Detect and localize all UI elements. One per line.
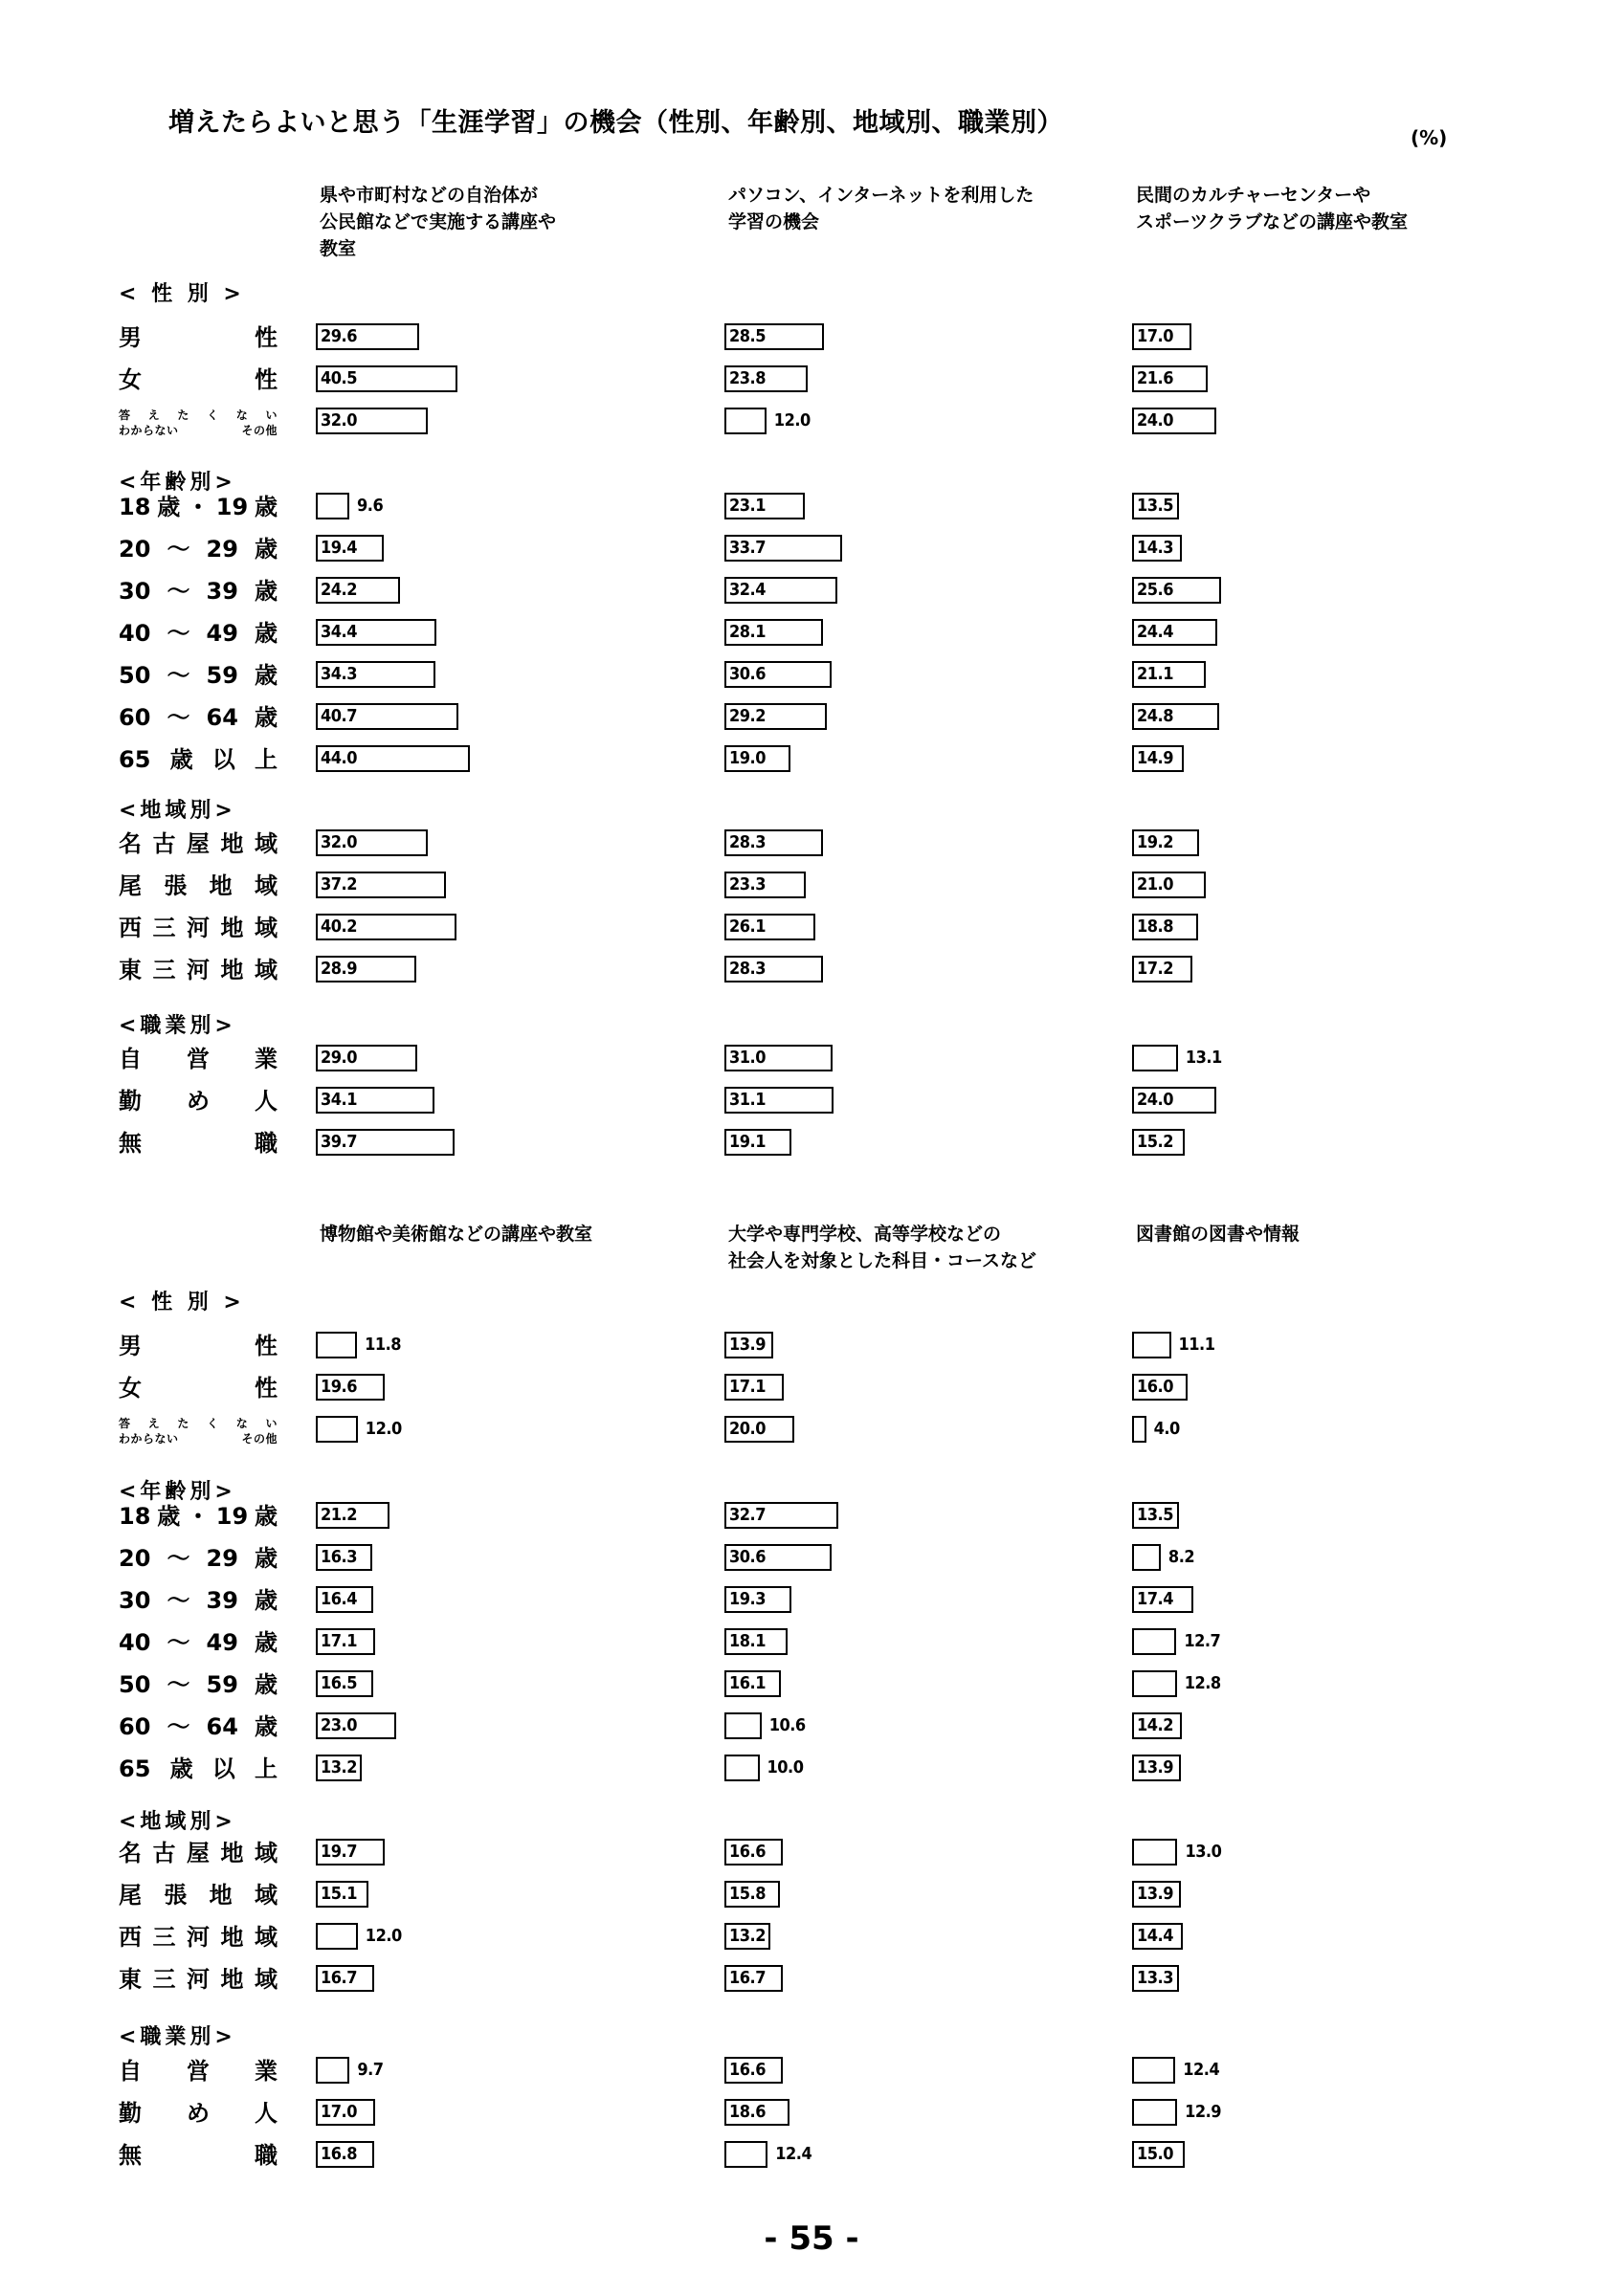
row-label: 20 ～ 29 歳: [119, 536, 278, 563]
row-label: [119, 408, 278, 438]
row-label: 20 ～ 29 歳: [119, 1545, 278, 1572]
bar-value: 19.0: [729, 748, 766, 768]
bar-value: 23.0: [321, 1715, 357, 1735]
bar-value: 21.0: [1137, 874, 1173, 894]
bar-value: 11.8: [365, 1335, 402, 1355]
bar-value: 37.2: [321, 874, 357, 894]
bar-value: 17.0: [1137, 326, 1173, 346]
bar: [316, 1332, 357, 1358]
bar-value: 15.8: [729, 1884, 766, 1904]
group-label: <地域別>: [119, 799, 236, 823]
bar-value: 24.0: [1137, 410, 1173, 430]
row-label: 65 歳 以 上: [119, 746, 278, 773]
page-number: - 55 -: [764, 2219, 859, 2258]
bar-value: 18.1: [729, 1631, 766, 1651]
bar-value: 24.4: [1137, 622, 1173, 642]
bar: [724, 1712, 762, 1739]
bar-value: 16.8: [321, 2144, 357, 2164]
bar-value: 19.1: [729, 1132, 766, 1152]
bar-value: 40.7: [321, 706, 357, 726]
bar-value: 17.4: [1137, 1589, 1173, 1609]
bar-value: 16.7: [729, 1968, 766, 1988]
row-label: 東 三 河 地 域: [119, 957, 278, 983]
bar-value: 39.7: [321, 1132, 357, 1152]
bar-value: 29.6: [321, 326, 357, 346]
bar: [1132, 1839, 1177, 1866]
bar-value: 16.0: [1137, 1377, 1173, 1397]
row-label-line: わからない その他: [119, 1432, 278, 1446]
bar-value: 16.6: [729, 2060, 766, 2080]
column-header-line: 民間のカルチャーセンターや: [1136, 185, 1371, 206]
row-label: 60 ～ 64 歳: [119, 1713, 278, 1740]
bar-value: 19.3: [729, 1589, 766, 1609]
bar-value: 18.6: [729, 2102, 766, 2122]
bar-value: 16.7: [321, 1968, 357, 1988]
row-label: 自 営 業: [119, 1046, 278, 1072]
bar-value: 14.4: [1137, 1926, 1173, 1946]
row-label: 無 職: [119, 2142, 278, 2169]
bar: [724, 1755, 760, 1781]
bar-value: 16.1: [729, 1673, 766, 1693]
bar-value: 19.4: [321, 538, 357, 558]
bar-value: 19.2: [1137, 832, 1173, 852]
bar-value: 8.2: [1167, 1547, 1195, 1567]
row-label: 女 性: [119, 1375, 278, 1402]
row-label: 50 ～ 59 歳: [119, 662, 278, 689]
row-label: 女 性: [119, 366, 278, 393]
row-label: 男 性: [119, 324, 278, 351]
group-label: < 性 別 >: [119, 1291, 245, 1314]
bar-value: 13.5: [1137, 496, 1173, 516]
column-header-line: 学習の機会: [728, 211, 820, 232]
row-label: 50 ～ 59 歳: [119, 1671, 278, 1698]
bar-value: 29.0: [321, 1048, 357, 1068]
bar-value: 17.1: [729, 1377, 766, 1397]
bar-value: 14.2: [1137, 1715, 1173, 1735]
column-header-line: 図書館の図書や情報: [1136, 1224, 1301, 1245]
bar-value: 25.6: [1137, 580, 1173, 600]
bar: [316, 493, 349, 519]
bar-value: 34.1: [321, 1090, 357, 1110]
bar-value: 24.0: [1137, 1090, 1173, 1110]
page-title: 増えたらよいと思う「生涯学習」の機会（性別、年齢別、地域別、職業別）: [168, 108, 1063, 138]
bar-value: 19.7: [321, 1842, 357, 1862]
bar-value: 10.0: [767, 1757, 804, 1777]
group-label: <地域別>: [119, 1810, 236, 1834]
row-label: 65 歳 以 上: [119, 1755, 278, 1782]
group-label: <年齢別>: [119, 471, 236, 495]
row-label-line: 答 え た く な い: [119, 1417, 278, 1430]
bar-value: 28.3: [729, 832, 766, 852]
bar-value: 30.6: [729, 1547, 766, 1567]
bar-value: 32.7: [729, 1505, 766, 1525]
bar-value: 12.4: [1183, 2060, 1220, 2080]
bar-value: 15.2: [1137, 1132, 1173, 1152]
column-header: [1136, 1221, 1300, 1247]
bar-value: 28.9: [321, 959, 357, 979]
bar-value: 31.0: [729, 1048, 766, 1068]
bar-value: 13.1: [1185, 1048, 1222, 1068]
bar-value: 21.6: [1137, 368, 1173, 388]
row-label: 18 歳 ・ 19 歳: [119, 1503, 278, 1530]
bar-value: 12.0: [365, 1419, 402, 1439]
bar-value: 13.2: [321, 1757, 357, 1777]
row-label: 40 ～ 49 歳: [119, 620, 278, 647]
bar-value: 23.3: [729, 874, 766, 894]
bar: [1132, 1670, 1177, 1697]
row-label: [119, 1416, 278, 1446]
column-header-line: 教室: [320, 238, 357, 259]
bar-value: 16.4: [321, 1589, 357, 1609]
unit-label: (%): [1411, 126, 1448, 149]
bar-value: 14.9: [1137, 748, 1173, 768]
bar-value: 34.3: [321, 664, 357, 684]
bar: [1132, 2099, 1177, 2126]
bar-value: 17.2: [1137, 959, 1173, 979]
column-header-line: 大学や専門学校、高等学校などの: [728, 1224, 1002, 1245]
bar: [724, 408, 767, 434]
bar-value: 29.2: [729, 706, 766, 726]
row-label: 東 三 河 地 域: [119, 1966, 278, 1993]
bar-value: 32.0: [321, 410, 357, 430]
bar-value: 17.0: [321, 2102, 357, 2122]
bar-value: 33.7: [729, 538, 766, 558]
bar-value: 15.1: [321, 1884, 357, 1904]
bar-value: 23.1: [729, 496, 766, 516]
bar: [1132, 1416, 1146, 1443]
column-header-line: 社会人を対象とした科目・コースなど: [728, 1250, 1037, 1271]
column-header-line: パソコン、インターネットを利用した: [728, 185, 1034, 206]
bar-value: 13.0: [1185, 1842, 1222, 1862]
bar-value: 10.6: [768, 1715, 806, 1735]
row-label: 名 古 屋 地 域: [119, 1840, 278, 1866]
bar: [1132, 2057, 1175, 2084]
bar-value: 32.4: [729, 580, 766, 600]
column-header-line: 公民館などで実施する講座や: [320, 211, 557, 232]
row-label: 60 ～ 64 歳: [119, 704, 278, 731]
row-label-line: 答 え た く な い: [119, 408, 278, 422]
group-label: < 性 別 >: [119, 282, 245, 306]
bar-value: 20.0: [729, 1419, 766, 1439]
bar-value: 12.4: [775, 2144, 812, 2164]
column-header-line: 県や市町村などの自治体が: [320, 185, 539, 206]
row-label: 無 職: [119, 1130, 278, 1157]
column-header-line: 博物館や美術館などの講座や教室: [320, 1224, 593, 1245]
column-header-line: スポーツクラブなどの講座や教室: [1136, 211, 1409, 232]
row-label: 勤 め 人: [119, 1088, 278, 1115]
bar-value: 12.8: [1184, 1673, 1221, 1693]
row-label: 30 ～ 39 歳: [119, 578, 278, 605]
bar-value: 44.0: [321, 748, 357, 768]
bar-value: 17.1: [321, 1631, 357, 1651]
row-label-line: わからない その他: [119, 424, 278, 437]
bar-value: 26.1: [729, 916, 766, 937]
row-label: 尾 張 地 域: [119, 872, 278, 899]
bar: [316, 2057, 349, 2084]
row-label: 18 歳 ・ 19 歳: [119, 494, 278, 520]
bar-value: 30.6: [729, 664, 766, 684]
bar-value: 16.6: [729, 1842, 766, 1862]
bar-value: 21.1: [1137, 664, 1173, 684]
bar-value: 14.3: [1137, 538, 1173, 558]
bar-value: 12.7: [1184, 1631, 1221, 1651]
bar-value: 13.9: [729, 1335, 766, 1355]
bar-value: 9.7: [357, 2060, 384, 2080]
bar-value: 12.0: [365, 1926, 402, 1946]
row-label: 西 三 河 地 域: [119, 1924, 278, 1951]
row-label: 尾 張 地 域: [119, 1882, 278, 1909]
column-header: [728, 182, 1034, 235]
bar: [316, 1416, 358, 1443]
bar-value: 4.0: [1153, 1419, 1180, 1439]
bar-value: 28.1: [729, 622, 766, 642]
bar: [1132, 1544, 1161, 1571]
bar-value: 12.9: [1185, 2102, 1222, 2122]
bar-value: 40.5: [321, 368, 357, 388]
bar-value: 19.6: [321, 1377, 357, 1397]
bar-value: 16.3: [321, 1547, 357, 1567]
row-label: 名 古 屋 地 域: [119, 830, 278, 857]
bar-value: 24.8: [1137, 706, 1173, 726]
row-label: 勤 め 人: [119, 2100, 278, 2127]
row-label: 30 ～ 39 歳: [119, 1587, 278, 1614]
bar-value: 32.0: [321, 832, 357, 852]
bar-value: 13.3: [1137, 1968, 1173, 1988]
bar-value: 28.3: [729, 959, 766, 979]
bar-value: 13.2: [729, 1926, 766, 1946]
bar-value: 13.9: [1137, 1757, 1173, 1777]
row-label: 男 性: [119, 1333, 278, 1359]
bar-value: 24.2: [321, 580, 357, 600]
bar-value: 28.5: [729, 326, 766, 346]
group-label: <職業別>: [119, 1014, 236, 1038]
group-label: <年齢別>: [119, 1480, 236, 1504]
bar-value: 18.8: [1137, 916, 1173, 937]
bar-value: 11.1: [1178, 1335, 1215, 1355]
bar: [1132, 1045, 1178, 1071]
column-header: [320, 182, 556, 262]
group-label: <職業別>: [119, 2025, 236, 2049]
bar-value: 15.0: [1137, 2144, 1173, 2164]
bar-value: 16.5: [321, 1673, 357, 1693]
bar-value: 31.1: [729, 1090, 766, 1110]
bar-value: 9.6: [357, 496, 384, 516]
row-label: 西 三 河 地 域: [119, 915, 278, 941]
bar-value: 12.0: [773, 410, 811, 430]
bar-value: 13.5: [1137, 1505, 1173, 1525]
row-label: 自 営 業: [119, 2058, 278, 2085]
bar: [1132, 1332, 1171, 1358]
bar: [316, 1923, 358, 1950]
bar-value: 21.2: [321, 1505, 357, 1525]
column-header: [728, 1221, 1036, 1274]
bar: [724, 2141, 767, 2168]
row-label: 40 ～ 49 歳: [119, 1629, 278, 1656]
bar-value: 34.4: [321, 622, 357, 642]
column-header: [1136, 182, 1408, 235]
bar: [1132, 1628, 1176, 1655]
bar-value: 13.9: [1137, 1884, 1173, 1904]
bar-value: 40.2: [321, 916, 357, 937]
column-header: [320, 1221, 592, 1247]
bar-value: 23.8: [729, 368, 766, 388]
